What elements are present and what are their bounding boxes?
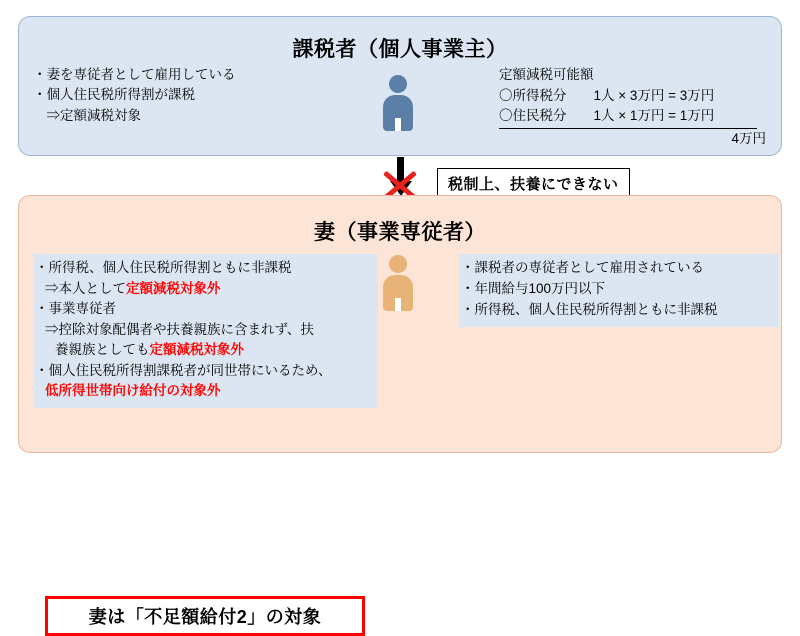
wife-left-note-3: ・事業専従者	[35, 301, 116, 317]
taxpayer-panel-title: 課税者（個人事業主）	[292, 38, 508, 61]
deduction-resident-tax-row: 〇住民税分 1人 × 1万円 = 1万円	[499, 106, 757, 129]
person-blue-body	[383, 95, 413, 131]
wife-right-notes	[459, 254, 779, 327]
wife-left-note-2	[35, 279, 374, 300]
wife-right-note-1: ・課税者の専従者として雇用されている	[461, 260, 704, 275]
person-orange-icon	[383, 255, 413, 311]
wife-left-note-2-text: ⇒本人として	[45, 280, 126, 296]
wife-left-note-4: ⇒控除対象配偶者や扶養親族に含まれず、扶	[45, 321, 314, 337]
wife-right-note-3: ・所得税、個人住民税所得割ともに非課税	[461, 301, 718, 317]
wife-left-note-5-text: 養親族としても	[55, 342, 150, 358]
wife-panel	[18, 195, 782, 627]
wife-left-note-6: ・個人住民税所得割課税者が同世帯にいるため、	[35, 362, 332, 378]
taxpayer-left-note-1: ・妻を専従者として雇用している	[33, 67, 236, 82]
wife-left-note-5	[35, 340, 374, 361]
person-blue-head	[389, 75, 407, 93]
person-orange-head	[389, 255, 407, 273]
wife-left-notes	[33, 254, 378, 408]
person-orange-body	[383, 275, 413, 311]
taxpayer-left-note-3: ⇒定額減税対象	[33, 107, 141, 123]
wife-right-note-2: ・年間給与100万円以下	[461, 280, 606, 296]
wife-left-note-5-highlight: 定額減税対象外	[149, 342, 244, 358]
person-blue-icon	[383, 75, 413, 131]
taxpayer-left-note-2: ・個人住民税所得割が課税	[33, 87, 195, 103]
wife-left-note-1: ・所得税、個人住民税所得割ともに非課税	[35, 260, 292, 275]
taxpayer-left-notes	[33, 65, 323, 126]
wife-left-note-2-highlight: 定額減税対象外	[126, 280, 221, 296]
deduction-total: 4万円	[731, 130, 766, 146]
deduction-amount-title: 定額減税可能額	[499, 67, 594, 82]
wife-left-note-7: 低所得世帯向け給付の対象外	[45, 383, 221, 399]
deduction-amount-block	[499, 65, 774, 149]
result-badge: 妻は「不足額給付2」の対象	[45, 596, 365, 636]
deduction-income-tax-row: 〇所得税分 1人 × 3万円 = 3万円	[499, 87, 715, 103]
callout-no-dependent: 税制上、扶養にできない	[437, 168, 630, 200]
wife-panel-title: 妻（事業専従者）	[314, 221, 486, 244]
